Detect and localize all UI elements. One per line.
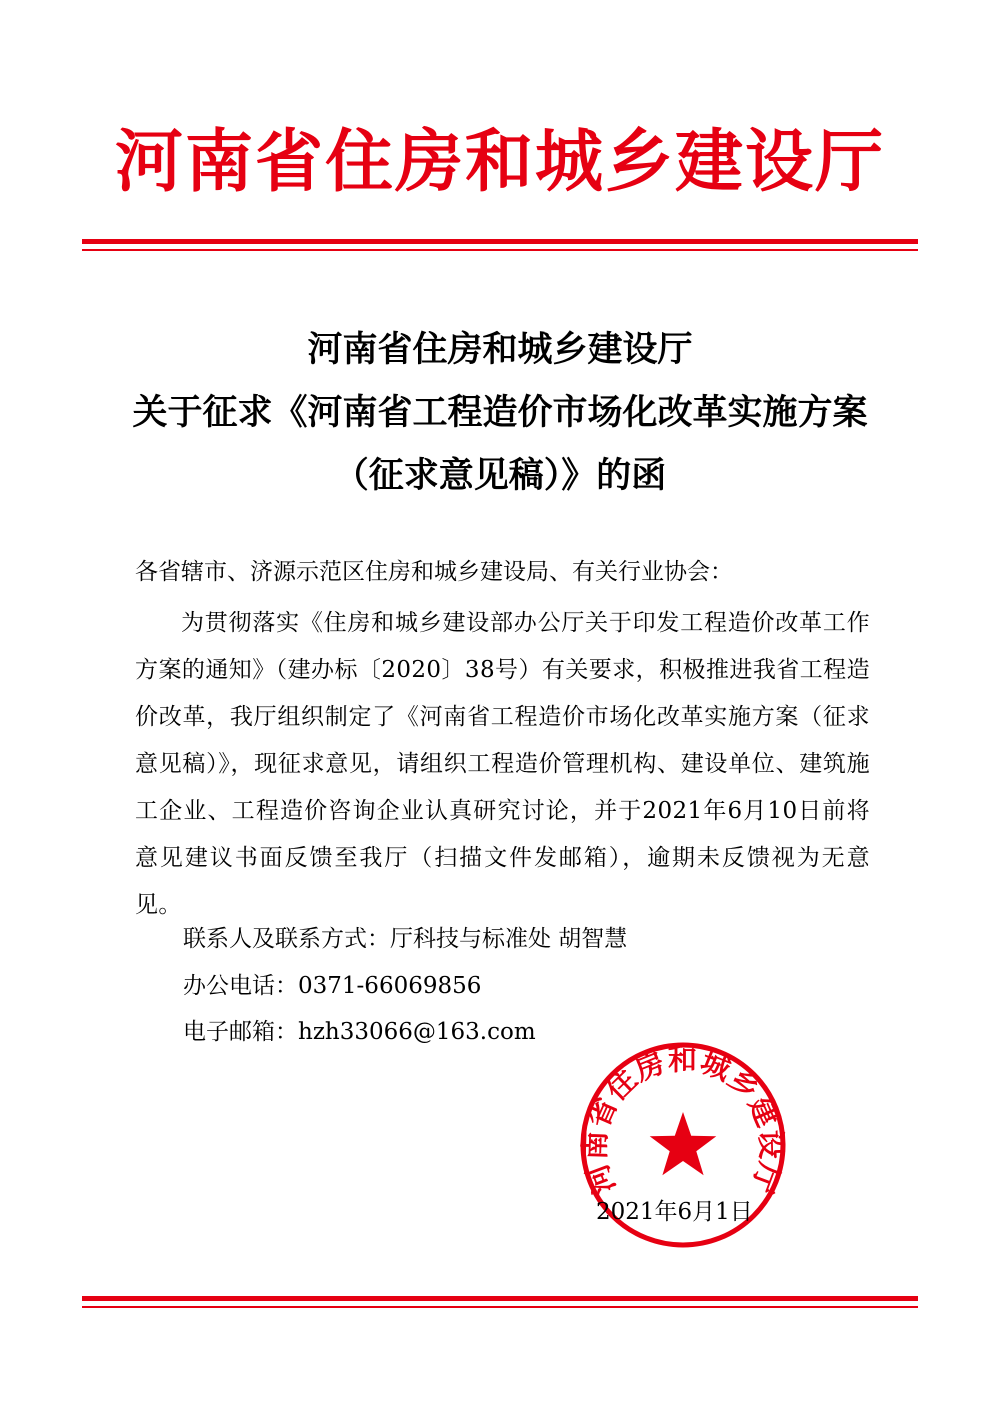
- body-paragraph: 为贯彻落实《住房和城乡建设部办公厅关于印发工程造价改革工作方案的通知》（建办标〔2020〕38号）有关要求，积极推进我省工程造价改革，我厅组织制定了《河南省工程造价市场化改革实施方案（征求意见稿）》，现征求意见，请组织工程造价管理机构、建设单位、建筑施工企业、工程造价咨询企业认真研究讨论，并于2021年6月10日前将意见建议书面反馈至我厅（扫描文件发邮箱），逾期未反馈视为无意见。: [135, 610, 870, 918]
- document-title-line-2: 关于征求《河南省工程造价市场化改革实施方案: [132, 392, 868, 433]
- document-title-line-3: （征求意见稿）》的函: [333, 455, 667, 496]
- document-title-line-1: 河南省住房和城乡建设厅: [307, 329, 693, 370]
- seal-text: 河南省住房和城乡建设厅: [578, 1042, 788, 1199]
- contact-email: 电子邮箱：hzh33066@163.com: [183, 1019, 536, 1045]
- star-icon: [650, 1112, 717, 1175]
- contact-phone: 办公电话：0371-66069856: [183, 973, 482, 999]
- footer-rule-thin: [82, 1306, 918, 1308]
- header-rule-thick: [82, 239, 918, 244]
- letterhead-title: 河南省住房和城乡建设厅: [114, 123, 885, 202]
- issue-date: 2021年6月1日: [596, 1199, 753, 1225]
- footer-rule-thick: [82, 1296, 918, 1301]
- contact-person: 联系人及联系方式：厅科技与标准处 胡智慧: [183, 926, 628, 952]
- salutation: 各省辖市、济源示范区住房和城乡建设局、有关行业协会：: [135, 559, 733, 585]
- header-rule-thin: [82, 249, 918, 251]
